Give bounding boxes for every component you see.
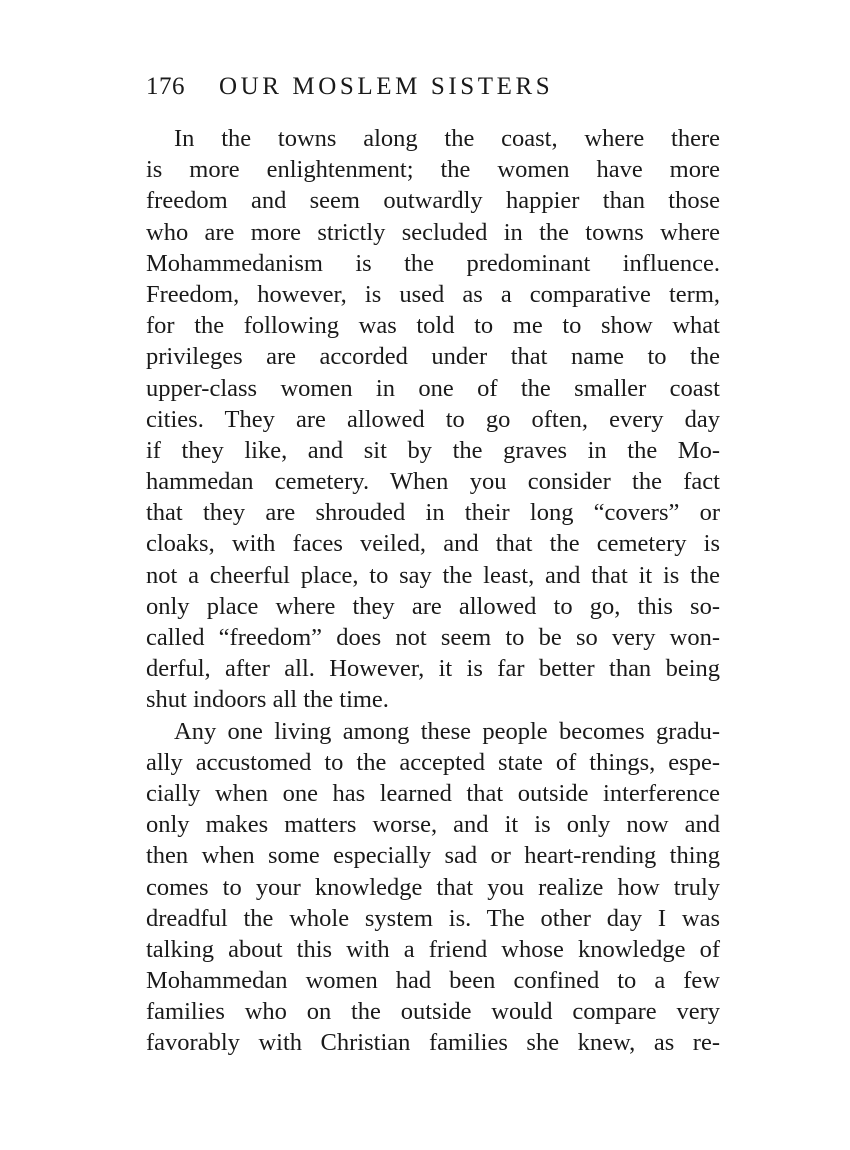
text-line: only place where they are allowed to go, this so- — [146, 592, 720, 620]
text-line: derful, after all. However, it is far better than being — [146, 655, 720, 683]
page-number: 176 — [146, 73, 185, 100]
text-line: talking about this with a friend whose knowledge of — [146, 935, 720, 963]
text-line: cities. They are allowed to go often, every day — [146, 405, 720, 433]
text-line: not a cheerful place, to say the least, and that it is the — [146, 561, 720, 589]
text-line: privileges are accorded under that name to the — [146, 343, 720, 371]
text-line: ally accustomed to the accepted state of things, espe- — [146, 748, 720, 776]
paragraph-1 — [146, 123, 720, 716]
text-line: if they like, and sit by the graves in the Mo- — [146, 436, 720, 464]
body-text — [146, 123, 720, 1059]
text-line: Mohammedanism is the predominant influence. — [146, 249, 720, 277]
text-line: dreadful the whole system is. The other day I was — [146, 904, 720, 932]
text-line: called “freedom” does not seem to be so very won- — [146, 624, 720, 651]
text-line: only makes matters worse, and it is only now and — [146, 811, 720, 839]
text-line: comes to your knowledge that you realize how truly — [146, 873, 720, 901]
text-line: cially when one has learned that outside interference — [146, 779, 720, 807]
running-head — [146, 72, 726, 102]
text-line: then when some especially sad or heart-rending thing — [146, 842, 720, 870]
text-line: freedom and seem outwardly happier than those — [146, 187, 720, 215]
text-line: upper-class women in one of the smaller coast — [146, 374, 720, 402]
text-line: for the following was told to me to show what — [146, 312, 720, 340]
text-line: who are more strictly secluded in the towns where — [146, 218, 720, 246]
text-line: Any one living among these people becomes gradu- — [174, 717, 720, 745]
text-line: that they are shrouded in their long “covers” or — [146, 499, 720, 527]
text-line: families who on the outside would compare very — [146, 998, 720, 1026]
text-line: favorably with Christian families she knew, as re- — [146, 1029, 720, 1057]
text-line: is more enlightenment; the women have more — [146, 156, 720, 184]
paragraph-2 — [146, 716, 720, 1059]
text-line: cloaks, with faces veiled, and that the cemetery is — [146, 530, 720, 558]
text-line: Freedom, however, is used as a comparative term, — [146, 280, 720, 308]
text-line: Mohammedan women had been confined to a few — [146, 967, 720, 995]
text-line: shut indoors all the time. — [146, 686, 389, 714]
running-title: OUR MOSLEM SISTERS — [219, 73, 554, 100]
text-line: hammedan cemetery. When you consider the fact — [146, 468, 720, 496]
text-line: In the towns along the coast, where there — [174, 125, 720, 152]
